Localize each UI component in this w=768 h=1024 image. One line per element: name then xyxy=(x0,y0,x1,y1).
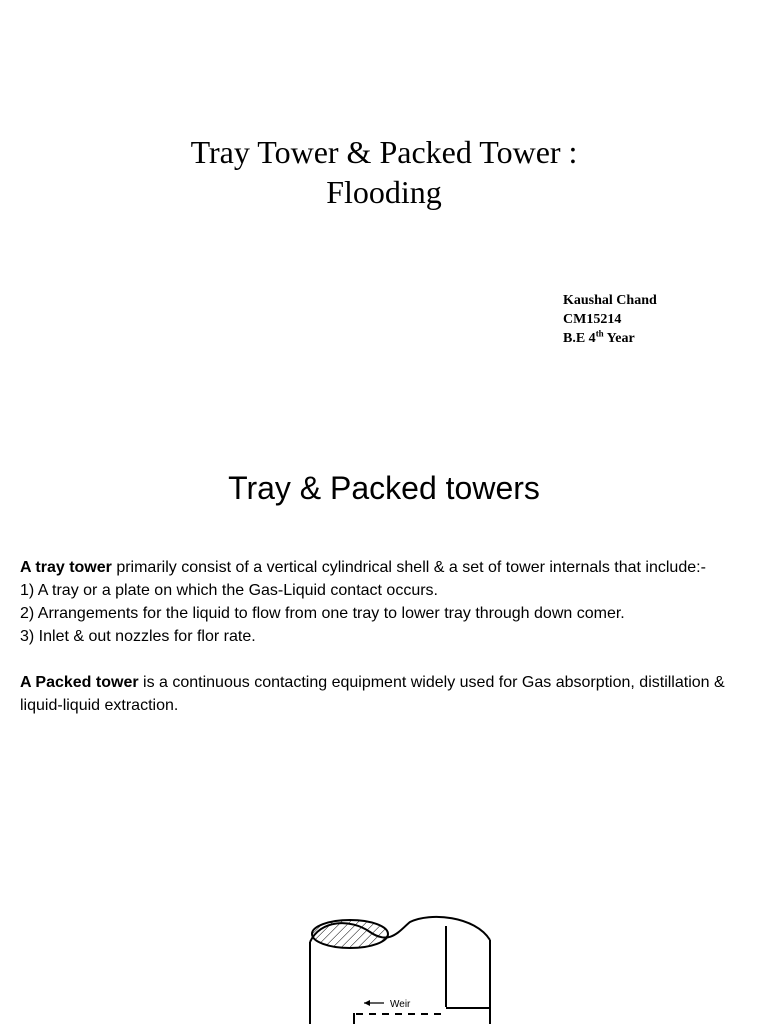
author-block xyxy=(563,291,657,348)
list-item: 3) Inlet & out nozzles for flor rate. xyxy=(20,628,256,645)
course-suffix: Year xyxy=(603,331,635,346)
author-name: Kaushal Chand xyxy=(563,293,657,308)
content-slide xyxy=(0,432,768,1024)
tray-tower-paragraph xyxy=(20,556,750,579)
presentation-title xyxy=(0,132,768,212)
paragraph-spacer xyxy=(20,648,750,671)
author-id: CM15214 xyxy=(563,312,622,327)
tray-tower-term: A tray tower xyxy=(20,559,112,576)
course-superscript: th xyxy=(595,328,604,339)
slide-title: Tray & Packed towers xyxy=(228,470,540,506)
tray-tower-description: primarily consist of a vertical cylindrical shell & a set of tower internals that include:- xyxy=(111,559,706,576)
list-item: 2) Arrangements for the liquid to flow from one tray to lower tray through down comer. xyxy=(20,605,625,622)
list-item: 1) A tray or a plate on which the Gas-Liquid contact occurs. xyxy=(20,582,438,599)
weir-label: Weir xyxy=(390,999,411,1010)
packed-tower-term: A Packed tower xyxy=(20,674,139,691)
title-line-1: Tray Tower & Packed Tower : xyxy=(190,134,578,170)
packed-tower-paragraph xyxy=(20,671,750,717)
course-prefix: B.E 4 xyxy=(563,331,596,346)
slide-body xyxy=(20,556,750,717)
hatched-opening xyxy=(312,920,388,948)
title-line-2: Flooding xyxy=(326,174,442,210)
tray-diagram xyxy=(300,912,500,1024)
author-course xyxy=(563,329,657,348)
tray-diagram-svg xyxy=(300,912,500,1024)
packed-tower-description: is a continuous contacting equipment widely used for Gas absorption, distillation & liquid-liquid extraction. xyxy=(20,674,725,714)
weir-arrow-head xyxy=(364,1000,370,1006)
title-slide xyxy=(0,0,768,432)
